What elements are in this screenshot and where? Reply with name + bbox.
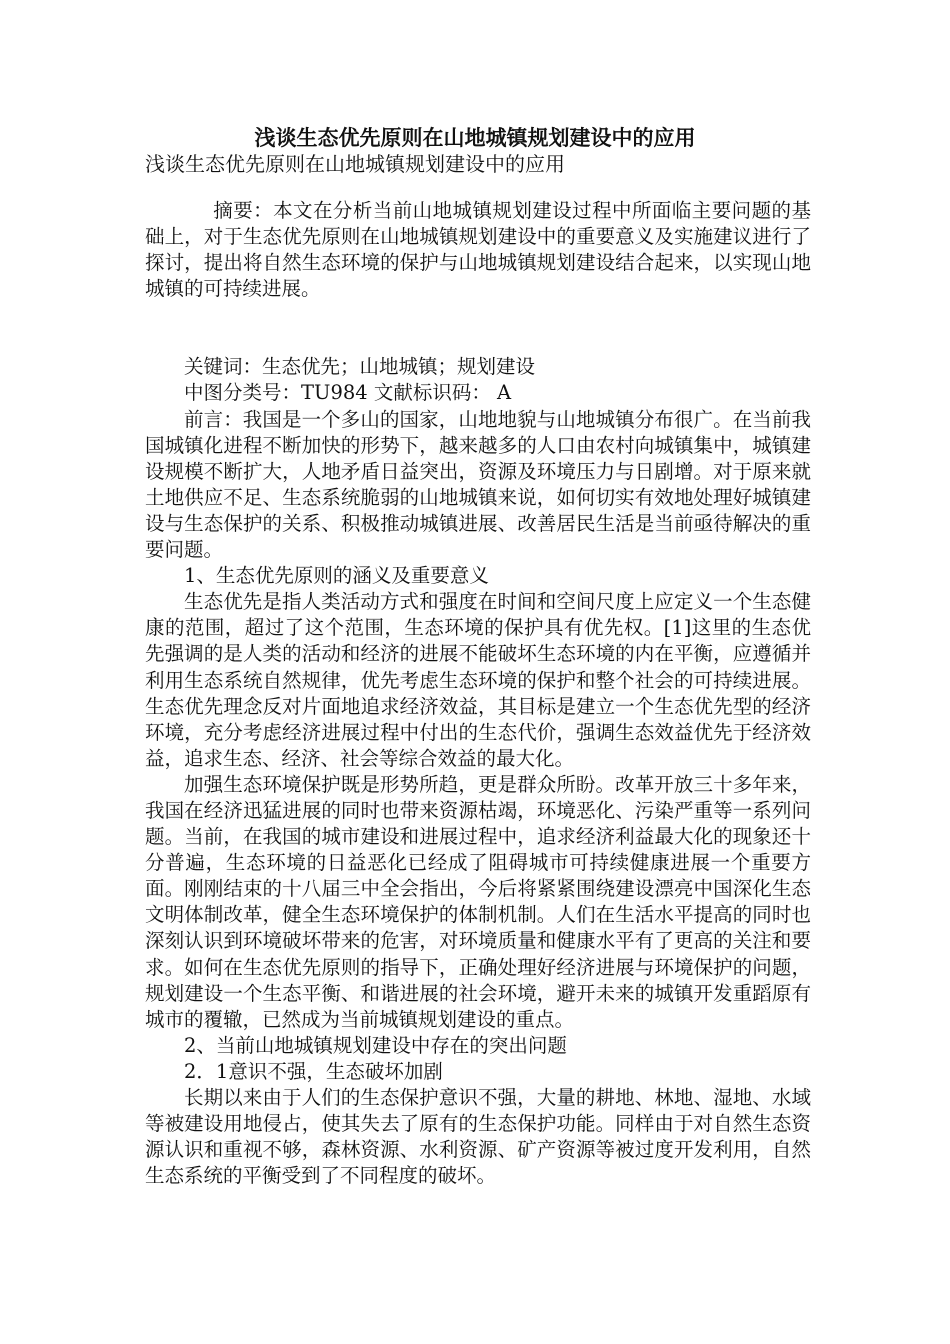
abstract-paragraph: 摘要：本文在分析当前山地城镇规划建设过程中所面临主要问题的基础上，对于生态优先原则在山地城镇规划建设中的重要意义及实施建议进行了探讨，提出将自然生态环境的保护与山地城镇规划建设结合起来，以实现山地城镇的可持续进展。	[145, 199, 811, 301]
preface-paragraph: 前言：我国是一个多山的国家，山地地貌与山地城镇分布很广。在当前我国城镇化进程不断加快的形势下，越来越多的人口由农村向城镇集中，城镇建设规模不断扩大，人地矛盾日益突出，资源及环境压力与日剧增。对于原来就土地供应不足、生态系统脆弱的山地城镇来说，如何切实有效地处理好城镇建设与生态保护的关系、积极推动城镇进展、改善居民生活是当前亟待解决的重要问题。	[145, 407, 811, 562]
document-body	[145, 198, 811, 1189]
classification-line: 中图分类号：TU984 文献标识码： A	[184, 381, 512, 405]
section-2-heading: 2、当前山地城镇规划建设中存在的突出问题	[184, 1033, 567, 1057]
spacer	[145, 328, 811, 354]
section-1-heading: 1、生态优先原则的涵义及重要意义	[184, 564, 489, 588]
keywords-line: 关键词：生态优先；山地城镇；规划建设	[184, 355, 536, 379]
section-1-paragraph-2: 加强生态环境保护既是形势所趋，更是群众所盼。改革开放三十多年来，我国在经济迅猛进展的同时也带来资源枯竭，环境恶化、污染严重等一系列问题。当前，在我国的城市建设和进展过程中，追求经济利益最大化的现象还十分普遍，生态环境的日益恶化已经成了阻碍城市可持续健康进展一个重要方面。刚刚结束的十八届三中全会指出，今后将紧紧围绕建设漂亮中国深化生态文明体制改革，健全生态环境保护的体制机制。人们在生活水平提高的同时也深刻认识到环境破坏带来的危害，对环境质量和健康水平有了更高的关注和要求。如何在生态优先原则的指导下，正确处理好经济进展与环境保护的问题，规划建设一个生态平衡、和谐进展的社会环境，避开未来的城镇开发重蹈原有城市的覆辙，已然成为当前城镇规划建设的重点。	[145, 772, 811, 1031]
section-2-1-paragraph-1: 长期以来由于人们的生态保护意识不强，大量的耕地、林地、湿地、水域等被建设用地侵占，使其失去了原有的生态保护功能。同样由于对自然生态资源认识和重视不够，森林资源、水利资源、矿产资源等被过度开发利用，自然生态系统的平衡受到了不同程度的破坏。	[145, 1086, 811, 1188]
document-subtitle: 浅谈生态优先原则在山地城镇规划建设中的应用	[145, 152, 565, 176]
document-title: 浅谈生态优先原则在山地城镇规划建设中的应用	[254, 126, 696, 150]
section-1-paragraph-1: 生态优先是指人类活动方式和强度在时间和空间尺度上应定义一个生态健康的范围，超过了这个范围，生态环境的保护具有优先权。[1]这里的生态优先强调的是人类的活动和经济的进展不能破坏生态环境的内在平衡，应遵循并利用生态系统自然规律，优先考虑生态环境的保护和整个社会的可持续进展。生态优先理念反对片面地追求经济效益，其目标是建立一个生态优先型的经济环境，充分考虑经济进展过程中付出的生态代价，强调生态效益优先于经济效益，追求生态、经济、社会等综合效益的最大化。	[145, 590, 811, 770]
spacer	[145, 302, 811, 328]
section-2-1-heading: 2．1意识不强，生态破坏加剧	[184, 1059, 443, 1083]
